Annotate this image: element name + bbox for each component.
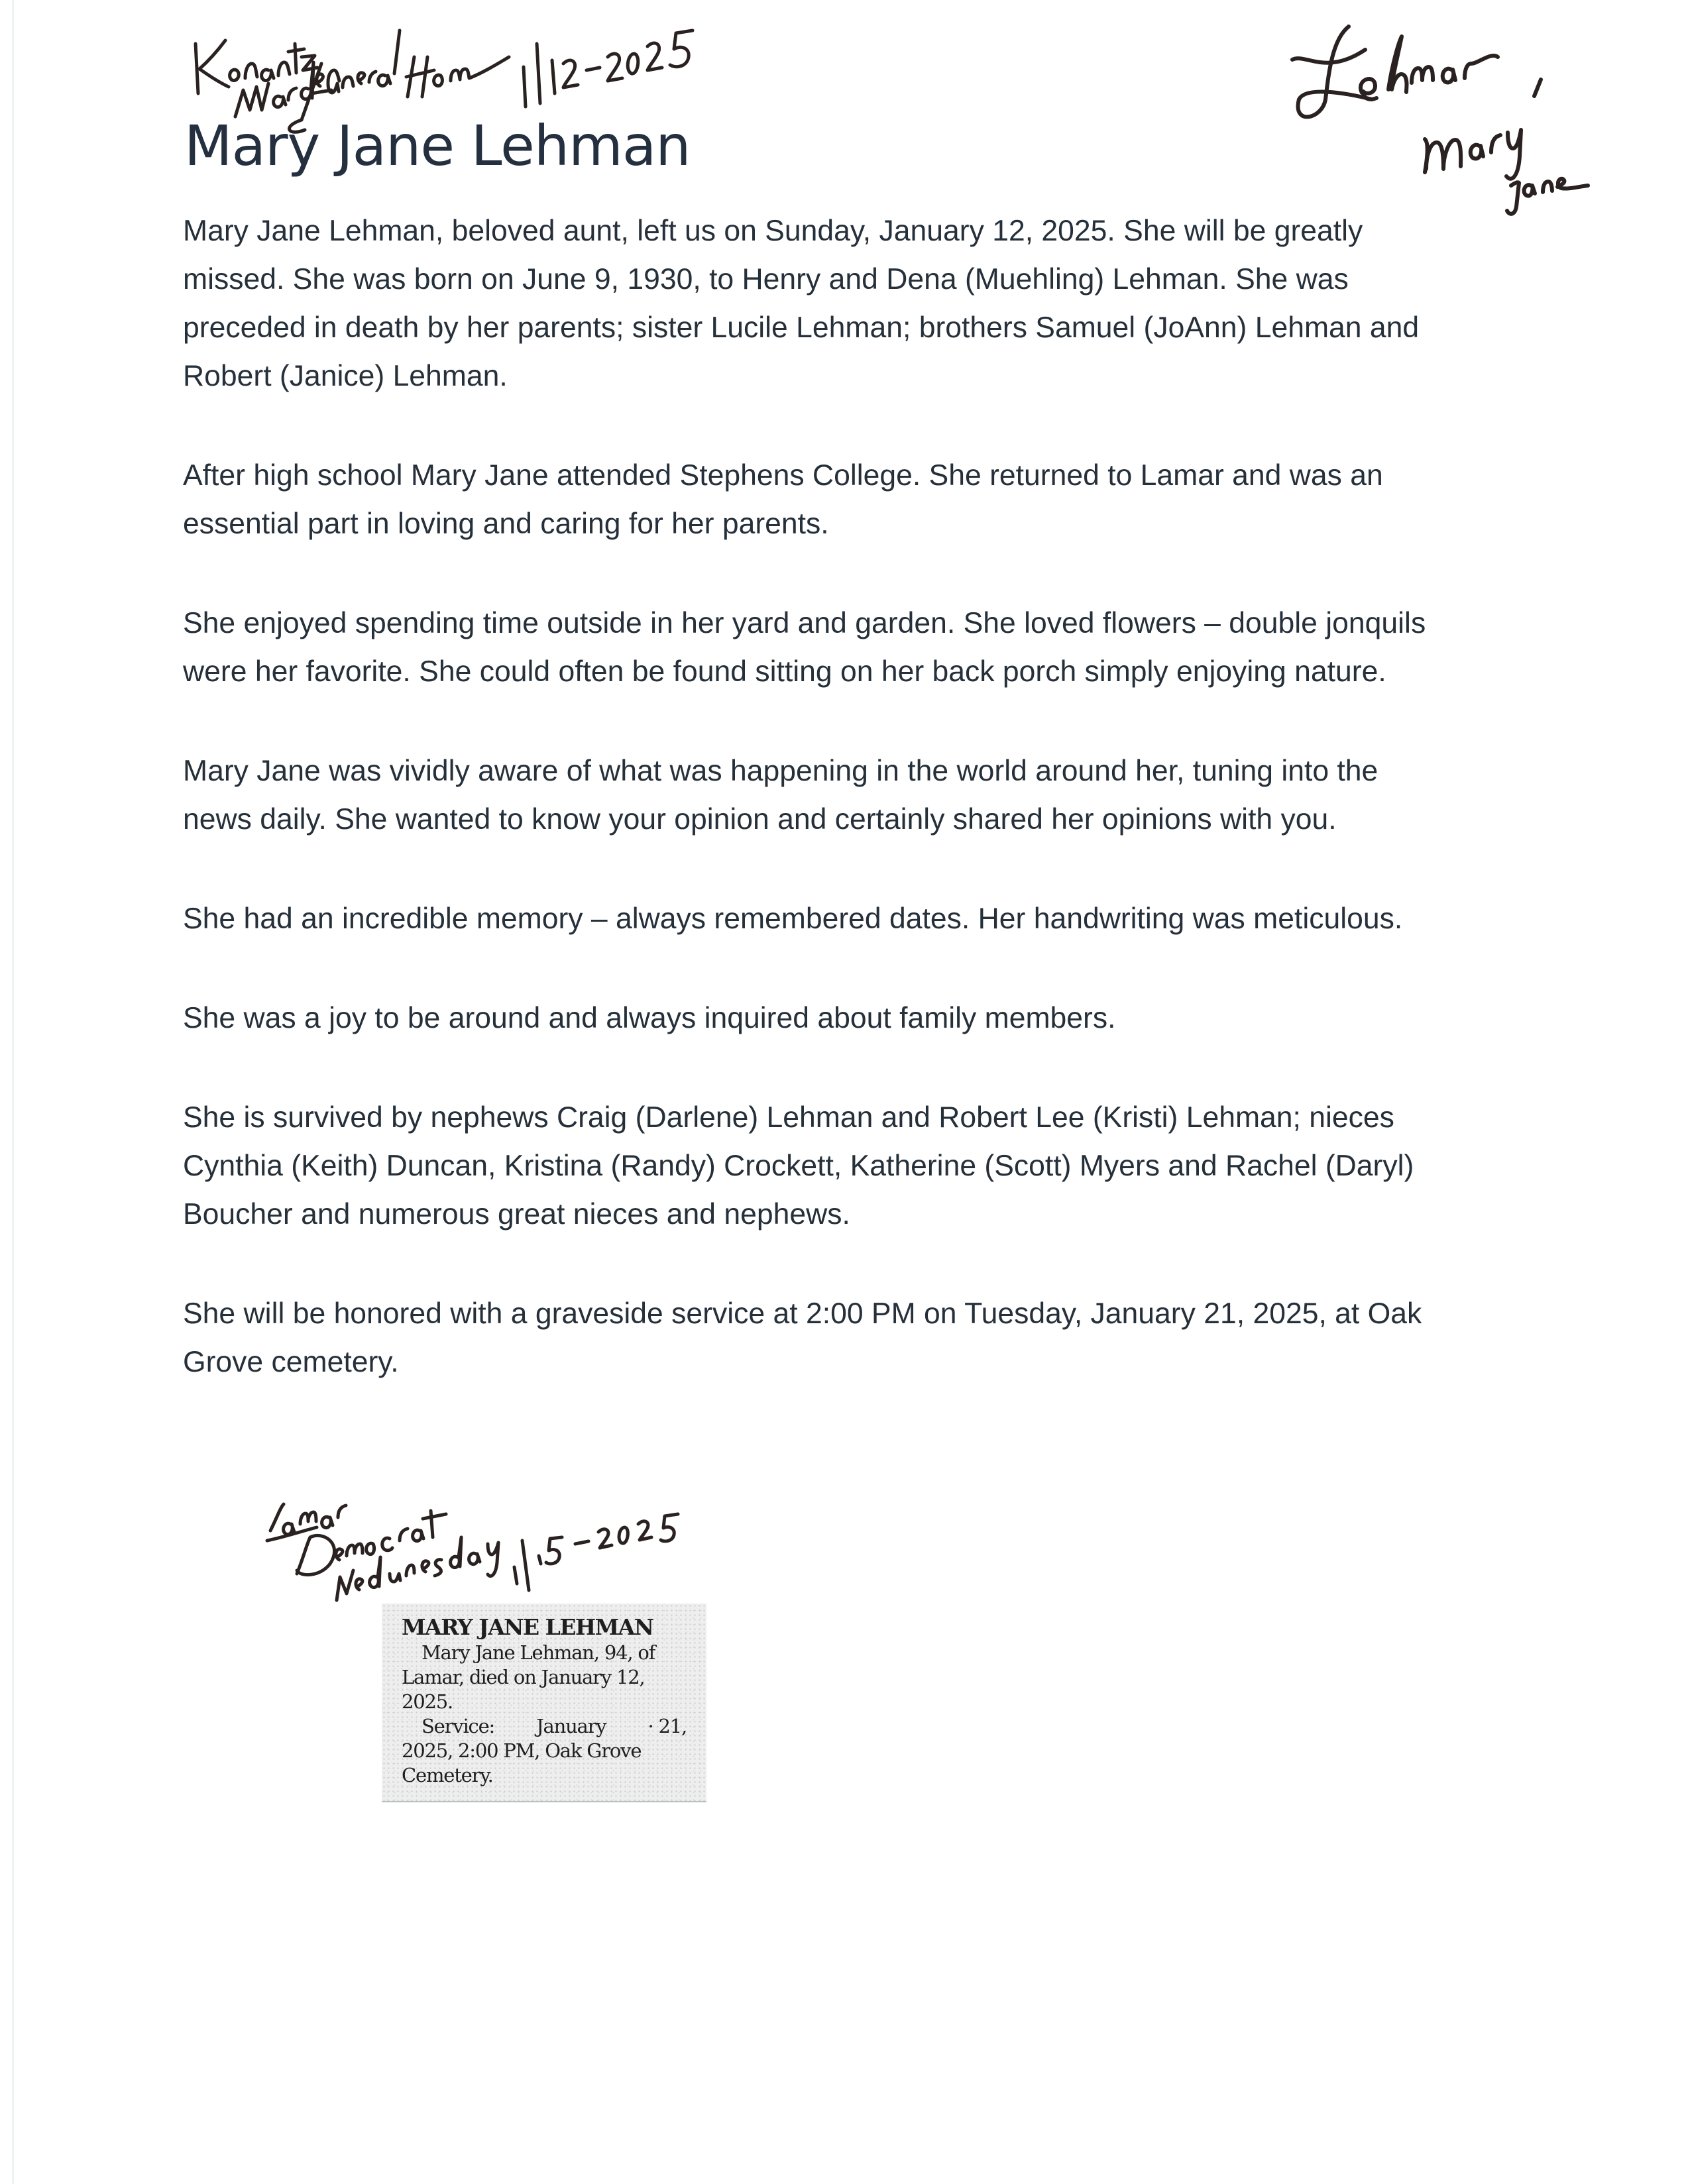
clipping-body (402, 1641, 687, 1788)
paragraph-news (183, 747, 1601, 844)
text-line: news daily. She wanted to know your opinion and certainly shared her opinions with you. (183, 803, 1337, 836)
clipping-service-label: Service: (422, 1715, 495, 1737)
clipping-line: Cemetery. (402, 1764, 493, 1786)
text-line: missed. She was born on June 9, 1930, to Henry and Dena (Muehling) Lehman. She was (183, 263, 1349, 296)
text-line: essential part in loving and caring for her parents. (183, 508, 829, 540)
clipping-line: 2025. (402, 1690, 453, 1713)
text-line: She enjoyed spending time outside in her yard and garden. She loved flowers – double jonquils (183, 607, 1426, 639)
paragraph-garden (183, 599, 1601, 696)
obituary-title: Mary Jane Lehman (184, 113, 691, 178)
paragraph-birth-family (183, 207, 1601, 400)
clipping-line: Mary Jane Lehman, 94, of (422, 1641, 655, 1664)
clipping-service-line (402, 1714, 687, 1739)
clipping-headline: MARY JANE LEHMAN (402, 1614, 653, 1640)
text-line: She will be honored with a graveside service at 2:00 PM on Tuesday, January 21, 2025, at Oak (183, 1297, 1422, 1330)
text-line: After high school Mary Jane attended Stephens College. She returned to Lamar and was an (183, 459, 1383, 492)
scanner-edge-line (12, 0, 14, 2184)
paragraph-survivors (183, 1093, 1601, 1238)
paragraph-education (183, 451, 1601, 548)
clipping-service-day: · 21, (647, 1715, 687, 1737)
text-line: preceded in death by her parents; sister Lucile Lehman; brothers Samuel (JoAnn) Lehman and (183, 311, 1420, 344)
newspaper-clipping (382, 1604, 706, 1802)
clipping-line: 2025, 2:00 PM, Oak Grove (402, 1739, 642, 1762)
paragraph-joy (183, 994, 1601, 1042)
clipping-service-month: January (536, 1715, 606, 1737)
paragraph-memory (183, 895, 1601, 943)
paragraph-service (183, 1289, 1601, 1386)
text-line: She is survived by nephews Craig (Darlene) Lehman and Robert Lee (Kristi) Lehman; nieces (183, 1101, 1394, 1134)
handwriting-ink (264, 1478, 728, 1610)
text-line: She was a joy to be around and always inquired about family members. (183, 1002, 1116, 1034)
text-line: were her favorite. She could often be found sitting on her back porch simply enjoying nature. (183, 655, 1386, 688)
clipping-line: Lamar, died on January 12, (402, 1666, 645, 1688)
text-line: Boucher and numerous great nieces and nephews. (183, 1198, 850, 1230)
text-line: Grove cemetery. (183, 1346, 399, 1378)
handwriting-ink (1279, 13, 1597, 219)
text-line: She had an incredible memory – always remembered dates. Her handwriting was meticulous. (183, 902, 1403, 935)
text-line: Mary Jane Lehman, beloved aunt, left us on Sunday, January 12, 2025. She will be greatly (183, 215, 1363, 247)
text-line: Cynthia (Keith) Duncan, Kristina (Randy) Crockett, Katherine (Scott) Myers and Rachel (Daryl) (183, 1150, 1414, 1182)
text-line: Mary Jane was vividly aware of what was happening in the world around her, tuning into the (183, 755, 1378, 787)
text-line: Robert (Janice) Lehman. (183, 360, 508, 392)
obituary-body (183, 207, 1601, 1437)
handwritten-newspaper-note (264, 1478, 728, 1610)
handwritten-filing-name (1279, 13, 1597, 219)
